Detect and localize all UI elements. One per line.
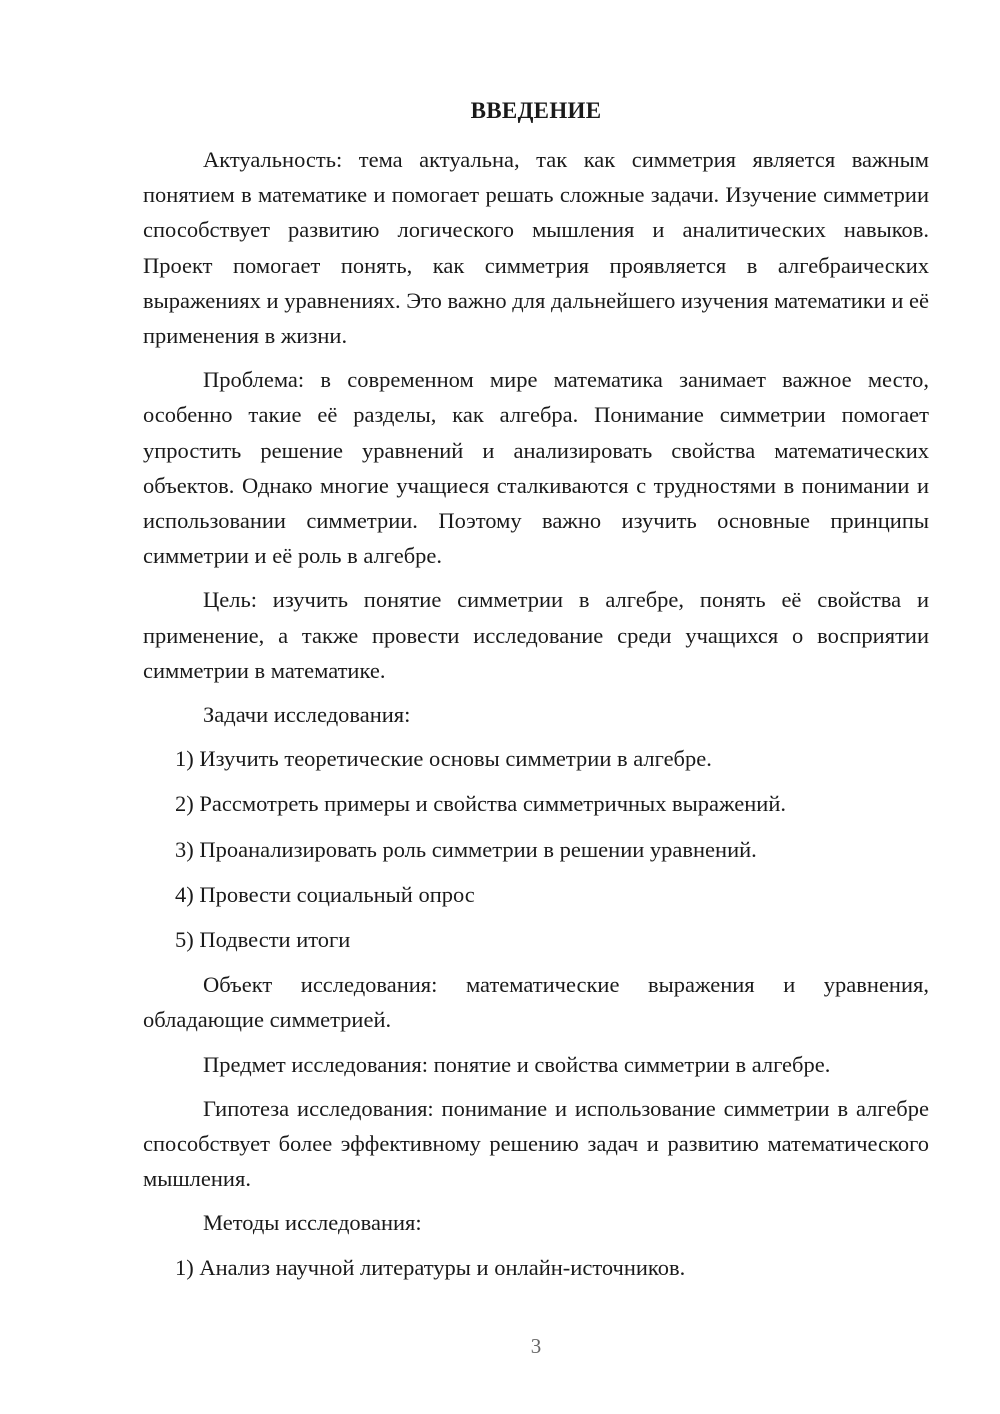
tasks-heading: Задачи исследования: [203, 702, 411, 728]
paragraph-subject: Предмет исследования: понятие и свойства симметрии в алгебре. [203, 1051, 831, 1077]
paragraph-relevance: Актуальность: тема актуальна, так как симметрия является важным понятием в математике и помогает решать сложные задачи. Изучение симметрии способствует развитию логического мышления и аналитических навыков. Проект помогает понять, как симметрия проявляется в алгебраических выражениях и уравнениях. Это важно для дальнейшего изучения математики и её применения в жизни. [143, 147, 929, 349]
methods-heading: Методы исследования: [203, 1210, 422, 1236]
page-title: ВВЕДЕНИЕ [470, 98, 602, 123]
task-item: 1) Изучить теоретические основы симметрии в алгебре. [175, 746, 712, 772]
document-page [143, 0, 929, 1414]
paragraph-problem: Проблема: в современном мире математика занимает важное место, особенно такие её разделы, как алгебра. Понимание симметрии помогает упростить решение уравнений и анализировать свойства математических объектов. Однако многие учащиеся сталкиваются с трудностями в понимании и использовании симметрии. Поэтому важно изучить основные принципы симметрии и её роль в алгебре. [143, 367, 929, 569]
paragraph-object: Объект исследования: математические выражения и уравнения, обладающие симметрией. [143, 972, 929, 1033]
method-item: 1) Анализ научной литературы и онлайн-источников. [175, 1254, 686, 1280]
document-body [143, 142, 929, 1295]
task-item: 3) Проанализировать роль симметрии в решении уравнений. [175, 836, 757, 862]
page-number: 3 [530, 1334, 542, 1358]
paragraph-hypothesis: Гипотеза исследования: понимание и использование симметрии в алгебре способствует более эффективному решению задач и развитию математического мышления. [143, 1095, 929, 1192]
task-item: 4) Провести социальный опрос [175, 881, 475, 907]
task-item: 5) Подвести итоги [175, 927, 351, 953]
methods-list [143, 1250, 929, 1285]
task-item: 2) Рассмотреть примеры и свойства симметричных выражений. [175, 791, 787, 817]
paragraph-goal: Цель: изучить понятие симметрии в алгебре, понять её свойства и применение, а также провести исследование среди учащихся о восприятии симметрии в математике. [143, 587, 929, 683]
tasks-list [143, 741, 929, 957]
